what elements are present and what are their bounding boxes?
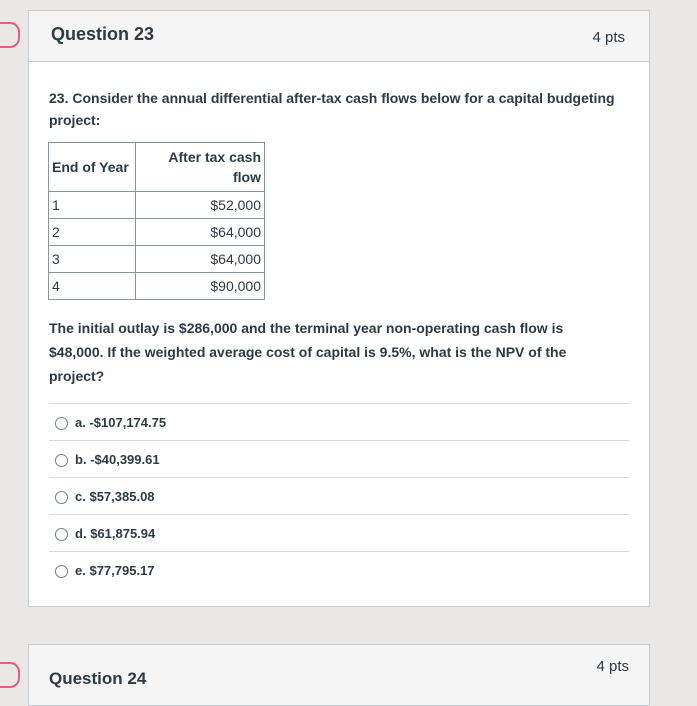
answer-option-d[interactable]	[49, 514, 629, 551]
radio-button[interactable]	[55, 417, 68, 430]
answer-option-a[interactable]	[49, 403, 629, 440]
cash-flow-cell: $90,000	[136, 273, 265, 300]
answer-list	[49, 403, 629, 588]
question-body	[49, 87, 629, 131]
year-cell: 3	[49, 246, 136, 273]
answer-label: e. $77,795.17	[75, 563, 155, 578]
year-cell: 2	[49, 219, 136, 246]
cash-flow-table	[48, 142, 265, 300]
table-header-cash-flow: After tax cash flow	[136, 143, 265, 192]
next-question-card	[28, 644, 650, 706]
year-cell: 4	[49, 273, 136, 300]
answer-option-c[interactable]	[49, 477, 629, 514]
flag-question-icon[interactable]	[0, 22, 20, 48]
radio-button[interactable]	[55, 454, 68, 467]
cash-flow-cell: $64,000	[136, 219, 265, 246]
radio-button[interactable]	[55, 565, 68, 578]
year-cell: 1	[49, 192, 136, 219]
cash-flow-cell: $52,000	[136, 192, 265, 219]
flag-question-icon[interactable]	[0, 662, 20, 688]
question-header	[29, 11, 649, 62]
answer-label: d. $61,875.94	[75, 526, 156, 541]
table-row	[49, 219, 265, 246]
answer-option-e[interactable]	[49, 551, 629, 588]
cash-flow-cell: $64,000	[136, 246, 265, 273]
answer-label: a. -$107,174.75	[75, 415, 167, 430]
next-question-points: 4 pts	[596, 658, 629, 675]
table-row	[49, 273, 265, 300]
next-question-title: Question 24	[49, 669, 147, 688]
question-points: 4 pts	[592, 29, 625, 46]
answer-label: c. $57,385.08	[75, 489, 155, 504]
table-row	[49, 192, 265, 219]
question-card	[28, 10, 650, 607]
question-prompt: 23. Consider the annual differential after-tax cash flows below for a capital budgeting project:	[49, 90, 615, 128]
question-followup: The initial outlay is $286,000 and the terminal year non-operating cash flow is $48,000. If the weighted average cost of capital is 9.5%, what is the NPV of the project?	[49, 320, 567, 384]
answer-label: b. -$40,399.61	[75, 452, 160, 467]
table-row	[49, 246, 265, 273]
answer-option-b[interactable]	[49, 440, 629, 477]
question-title: Question 23	[51, 24, 155, 44]
table-header-year: End of Year	[49, 143, 136, 192]
radio-button[interactable]	[55, 491, 68, 504]
radio-button[interactable]	[55, 528, 68, 541]
